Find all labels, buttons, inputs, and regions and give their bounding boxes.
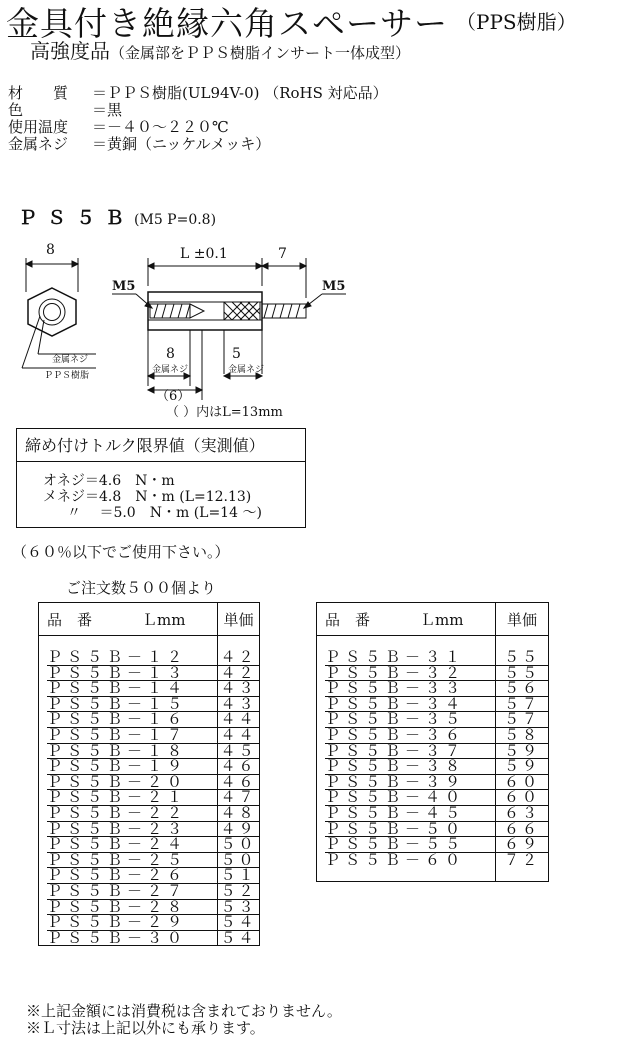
table-row-price: ４２ bbox=[218, 666, 259, 682]
table-row-price: ４８ bbox=[218, 806, 259, 822]
right-part-list bbox=[317, 636, 496, 882]
table-row-part: ＰＳ５Ｂ－１９ bbox=[47, 759, 217, 775]
table-row-price: ５２ bbox=[218, 884, 259, 900]
table-row-price: ５４ bbox=[220, 928, 257, 947]
table-row-price: ４６ bbox=[218, 759, 259, 775]
table-row-price: ６３ bbox=[496, 806, 548, 822]
table-row-part: ＰＳ５Ｂ－１３ bbox=[47, 666, 217, 682]
table-row-part: ＰＳ５Ｂ－１５ bbox=[47, 697, 217, 713]
header-price: 単価 bbox=[496, 603, 549, 636]
table-row-part: ＰＳ５Ｂ－３１ bbox=[325, 650, 495, 666]
subtitle-paren: （金属部をＰＰＳ樹脂インサート一体成型） bbox=[110, 44, 411, 62]
table-row-price: ４４ bbox=[218, 728, 259, 744]
dim-length: L ±0.1 bbox=[180, 246, 228, 262]
model-name: ＰＳ５Ｂ bbox=[18, 207, 135, 229]
footnote-custom-length: ※Ｌ寸法は上記以外にも承ります。 bbox=[26, 1019, 265, 1037]
table-row-part: ＰＳ５Ｂ－３９ bbox=[325, 775, 495, 791]
model-heading bbox=[18, 203, 216, 230]
table-row-part: ＰＳ５Ｂ－２５ bbox=[47, 853, 217, 869]
spec-color: 色 ＝黒 bbox=[8, 101, 123, 119]
dim-depth-left: 8 bbox=[166, 346, 175, 362]
table-row-part: ＰＳ５Ｂ－６０ bbox=[325, 850, 466, 869]
torque-values bbox=[16, 462, 306, 528]
spec-temperature: 使用温度 ＝－４０～２２０℃ bbox=[8, 118, 229, 136]
page-subtitle bbox=[30, 38, 410, 66]
table-row-price: ６６ bbox=[496, 822, 548, 838]
header-part: 品 番 Ｌmm bbox=[39, 603, 218, 636]
table-row-price: ６０ bbox=[496, 775, 548, 791]
table-row-price: ５６ bbox=[496, 681, 548, 697]
table-row-part: ＰＳ５Ｂ－２８ bbox=[47, 900, 217, 916]
table-row-part: ＰＳ５Ｂ－１７ bbox=[47, 728, 217, 744]
table-row-price: ６０ bbox=[496, 790, 548, 806]
table-row-price: ５７ bbox=[496, 712, 548, 728]
table-row-part: ＰＳ５Ｂ－１４ bbox=[47, 681, 217, 697]
usage-note: （６０％以下でご使用下さい。） bbox=[12, 543, 230, 561]
table-row-price: ５９ bbox=[496, 744, 548, 760]
table-row-part: ＰＳ５Ｂ－３４ bbox=[325, 697, 495, 713]
table-row-price: ５３ bbox=[218, 900, 259, 916]
table-row-part: ＰＳ５Ｂ－３０ bbox=[47, 928, 188, 947]
label-metal-thread: 金属ネジ bbox=[52, 355, 89, 365]
table-row-part: ＰＳ５Ｂ－２２ bbox=[47, 806, 217, 822]
table-row-part: ＰＳ５Ｂ－１６ bbox=[47, 712, 217, 728]
table-row-price: ５０ bbox=[218, 837, 259, 853]
model-thread: (M5 P=0.8) bbox=[134, 212, 217, 228]
label-pps-resin: ＰＰＳ樹脂 bbox=[44, 371, 90, 381]
torque-female: メネジ＝4.8 N・m (L=12.13) bbox=[43, 489, 252, 505]
table-row-part: ＰＳ５Ｂ－４０ bbox=[325, 790, 495, 806]
table-row-part: ＰＳ５Ｂ－２１ bbox=[47, 790, 217, 806]
table-row-part: ＰＳ５Ｂ－３６ bbox=[325, 728, 495, 744]
table-row-price: ７２ bbox=[503, 850, 540, 869]
left-price-list bbox=[218, 636, 260, 946]
table-row-price: ４３ bbox=[218, 681, 259, 697]
footnote-tax: ※上記金額には消費税は含まれておりません。 bbox=[26, 1002, 342, 1020]
table-row-part: ＰＳ５Ｂ－１８ bbox=[47, 744, 217, 760]
table-row-part: ＰＳ５Ｂ－３８ bbox=[325, 759, 495, 775]
table-row-part: ＰＳ５Ｂ－３３ bbox=[325, 681, 495, 697]
torque-heading: 締め付けトルク限界値（実測値） bbox=[16, 428, 306, 462]
dim-depth-right: 5 bbox=[232, 346, 241, 362]
table-row-price: ５７ bbox=[496, 697, 548, 713]
table-row-part: ＰＳ５Ｂ－５０ bbox=[325, 822, 495, 838]
table-row-price: ４７ bbox=[218, 790, 259, 806]
dim-stud: 7 bbox=[278, 246, 287, 262]
table-row-part: ＰＳ５Ｂ－３２ bbox=[325, 666, 495, 682]
table-row-price: ５５ bbox=[496, 666, 548, 682]
table-row-part: ＰＳ５Ｂ－２９ bbox=[47, 915, 217, 931]
table-row-part: ＰＳ５Ｂ－３７ bbox=[325, 744, 495, 760]
dim-label-right: 金属ネジ bbox=[228, 365, 265, 375]
table-row-price: ５０ bbox=[218, 853, 259, 869]
table-row-part: ＰＳ５Ｂ－２６ bbox=[47, 868, 217, 884]
spec-thread: 金属ネジ ＝黄銅（ニッケルメッキ） bbox=[8, 135, 271, 153]
title-main: 金具付き絶縁六角スペーサー bbox=[6, 4, 448, 43]
dim-hex-width: 8 bbox=[46, 242, 55, 258]
table-row-part: ＰＳ５Ｂ－２０ bbox=[47, 775, 217, 791]
table-row-part: ＰＳ５Ｂ－２３ bbox=[47, 822, 217, 838]
label-m5-left: M5 bbox=[112, 279, 136, 294]
header-part: 品 番 Ｌmm bbox=[317, 603, 496, 636]
torque-male: オネジ＝4.6 N・m bbox=[43, 473, 175, 489]
price-table-left bbox=[38, 602, 260, 946]
dim-label-left: 金属ネジ bbox=[152, 365, 189, 375]
table-row-price: ６９ bbox=[496, 837, 548, 853]
table-row-price: ５５ bbox=[496, 650, 548, 666]
header-price: 単価 bbox=[218, 603, 260, 636]
table-row-price: ４２ bbox=[218, 650, 259, 666]
spec-material: 材 質 ＝ＰＰＳ樹脂(UL94V-0) （RoHS 対応品） bbox=[8, 84, 388, 102]
table-row-part: ＰＳ５Ｂ－５５ bbox=[325, 837, 495, 853]
diagram-note: （ ）内はL=13mm bbox=[166, 405, 283, 420]
table-row-price: ５９ bbox=[496, 759, 548, 775]
table-row-price: ４５ bbox=[218, 744, 259, 760]
table-row-price: ４９ bbox=[218, 822, 259, 838]
table-row-price: ４４ bbox=[218, 712, 259, 728]
torque-female-long: 〃 ＝5.0 N・m (L=14 ～) bbox=[67, 505, 262, 521]
table-row-part: ＰＳ５Ｂ－４５ bbox=[325, 806, 495, 822]
table-row-part: ＰＳ５Ｂ－１２ bbox=[47, 650, 217, 666]
table-row-price: ５８ bbox=[496, 728, 548, 744]
left-part-list bbox=[39, 636, 218, 946]
right-price-list bbox=[496, 636, 549, 882]
table-row-price: ５４ bbox=[218, 915, 259, 931]
price-table-right bbox=[316, 602, 549, 882]
table-row-part: ＰＳ５Ｂ－３５ bbox=[325, 712, 495, 728]
table-row-part: ＰＳ５Ｂ－２７ bbox=[47, 884, 217, 900]
minimum-order: ご注文数５００個より bbox=[66, 579, 217, 597]
technical-drawing bbox=[0, 236, 360, 422]
table-row-price: ４６ bbox=[218, 775, 259, 791]
table-row-part: ＰＳ５Ｂ－２４ bbox=[47, 837, 217, 853]
dim-depth-left-paren: （6） bbox=[156, 389, 191, 404]
label-m5-right: M5 bbox=[322, 279, 346, 294]
title-suffix: （PPS樹脂） bbox=[456, 10, 577, 34]
subtitle-main: 高強度品 bbox=[30, 39, 110, 63]
table-row-price: ５１ bbox=[218, 868, 259, 884]
table-row-price: ４３ bbox=[218, 697, 259, 713]
